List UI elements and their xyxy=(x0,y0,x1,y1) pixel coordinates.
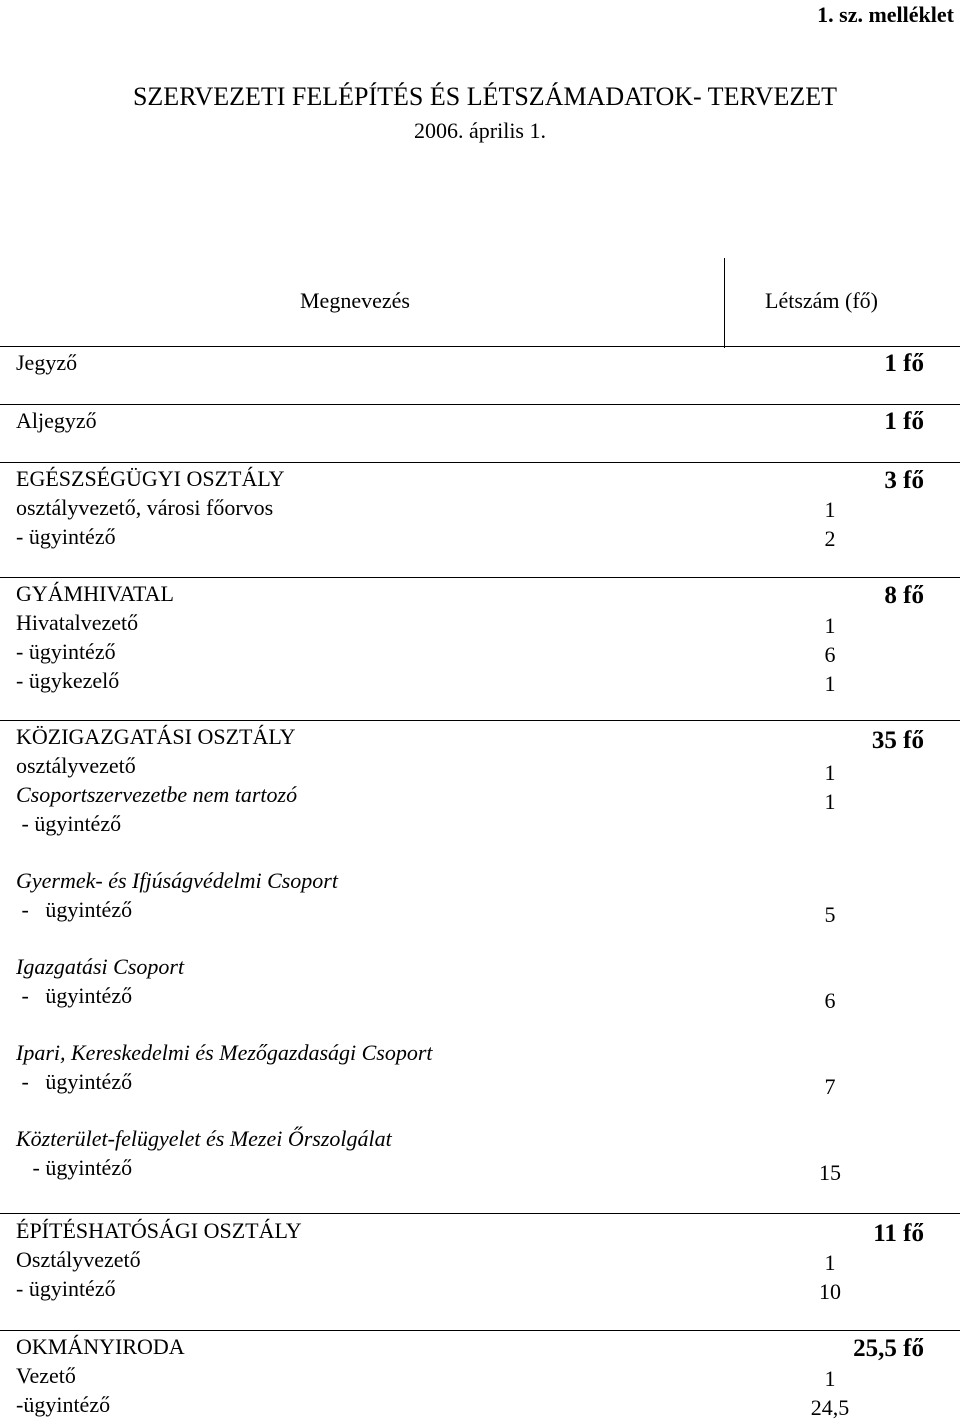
section-counts xyxy=(780,1248,880,1306)
header-count: Létszám (fő) xyxy=(765,288,878,313)
section-counts xyxy=(780,611,880,698)
row-jegyzo-total: 1 fő xyxy=(884,350,924,377)
group-igazgatasi xyxy=(16,952,184,1010)
section-total: 25,5 fő xyxy=(853,1335,924,1362)
header-name: Megnevezés xyxy=(300,288,410,313)
section-item: osztályvezető, városi főorvos xyxy=(16,495,274,520)
item-count: 1 xyxy=(824,1366,836,1391)
group-role: - ügyintéző xyxy=(16,897,133,922)
section-item: - ügyintéző xyxy=(16,524,116,549)
section-kozig xyxy=(16,722,297,838)
section-item: Csoportszervezetbe nem tartozó xyxy=(16,782,298,807)
section-total: 35 fő xyxy=(871,727,924,754)
header-divider xyxy=(724,258,725,348)
group-ipari xyxy=(16,1038,433,1096)
group-count: 15 xyxy=(819,1160,841,1185)
item-count: 1 xyxy=(824,760,836,785)
item-count: 1 xyxy=(824,789,836,814)
document-date: 2006. április 1. xyxy=(414,118,546,143)
row-divider xyxy=(0,1330,960,1331)
section-item: Hivatalvezető xyxy=(16,610,139,635)
document-title: SZERVEZETI FELÉPÍTÉS ÉS LÉTSZÁMADATOK- TERVEZET xyxy=(132,82,838,111)
section-title: KÖZIGAZGATÁSI OSZTÁLY xyxy=(16,724,296,749)
group-name: Gyermek- és Ifjúságvédelmi Csoport xyxy=(16,868,338,893)
section-item: Vezető xyxy=(16,1363,76,1388)
item-count: 1 xyxy=(824,497,836,522)
section-item: - ügykezelő xyxy=(16,668,120,693)
group-count: 7 xyxy=(824,1074,836,1099)
section-title: ÉPÍTÉSHATÓSÁGI OSZTÁLY xyxy=(16,1218,302,1243)
item-count: 2 xyxy=(824,526,836,551)
section-total: 8 fő xyxy=(884,582,924,609)
item-count: 1 xyxy=(824,1250,836,1275)
section-item: osztályvezető xyxy=(16,753,136,778)
section-total: 11 fő xyxy=(873,1220,924,1247)
group-count: 5 xyxy=(824,902,836,927)
row-divider xyxy=(0,1213,960,1214)
section-gyam xyxy=(16,579,174,695)
section-item: - ügyintéző xyxy=(16,1276,116,1301)
section-counts xyxy=(780,1364,880,1422)
section-epites xyxy=(16,1216,302,1303)
item-count: 1 xyxy=(824,671,836,696)
section-item: - ügyintéző xyxy=(16,639,116,664)
group-name: Közterület-felügyelet és Mezei Őrszolgálat xyxy=(16,1126,392,1151)
row-divider xyxy=(0,577,960,578)
group-name: Ipari, Kereskedelmi és Mezőgazdasági Csoport xyxy=(16,1040,433,1065)
item-count: 24,5 xyxy=(810,1395,850,1420)
section-counts xyxy=(780,758,880,816)
section-total: 3 fő xyxy=(884,467,924,494)
row-divider xyxy=(0,346,960,347)
row-divider xyxy=(0,404,960,405)
row-jegyzo-label: Jegyző xyxy=(16,350,78,375)
section-counts xyxy=(780,495,880,553)
item-count: 10 xyxy=(819,1279,841,1304)
row-aljegyzo-total: 1 fő xyxy=(884,408,924,435)
section-item: - ügyintéző xyxy=(16,811,122,836)
group-count: 6 xyxy=(824,988,836,1013)
section-egeszseg xyxy=(16,464,285,551)
group-role: - ügyintéző xyxy=(16,1155,133,1180)
item-count: 1 xyxy=(824,613,836,638)
group-role: - ügyintéző xyxy=(16,1069,133,1094)
group-kozterulet xyxy=(16,1124,392,1182)
section-title: EGÉSZSÉGÜGYI OSZTÁLY xyxy=(16,466,285,491)
section-title: GYÁMHIVATAL xyxy=(16,581,174,606)
section-title: OKMÁNYIRODA xyxy=(16,1334,185,1359)
group-name: Igazgatási Csoport xyxy=(16,954,185,979)
section-item: Osztályvezető xyxy=(16,1247,141,1272)
group-role: - ügyintéző xyxy=(16,983,133,1008)
section-okmany xyxy=(16,1332,185,1419)
row-divider xyxy=(0,720,960,721)
annex-label: 1. sz. melléklet xyxy=(817,2,954,27)
item-count: 6 xyxy=(824,642,836,667)
row-aljegyzo-label: Aljegyző xyxy=(16,408,97,433)
group-gyermek xyxy=(16,866,338,924)
section-item: -ügyintéző xyxy=(16,1392,111,1417)
row-divider xyxy=(0,462,960,463)
